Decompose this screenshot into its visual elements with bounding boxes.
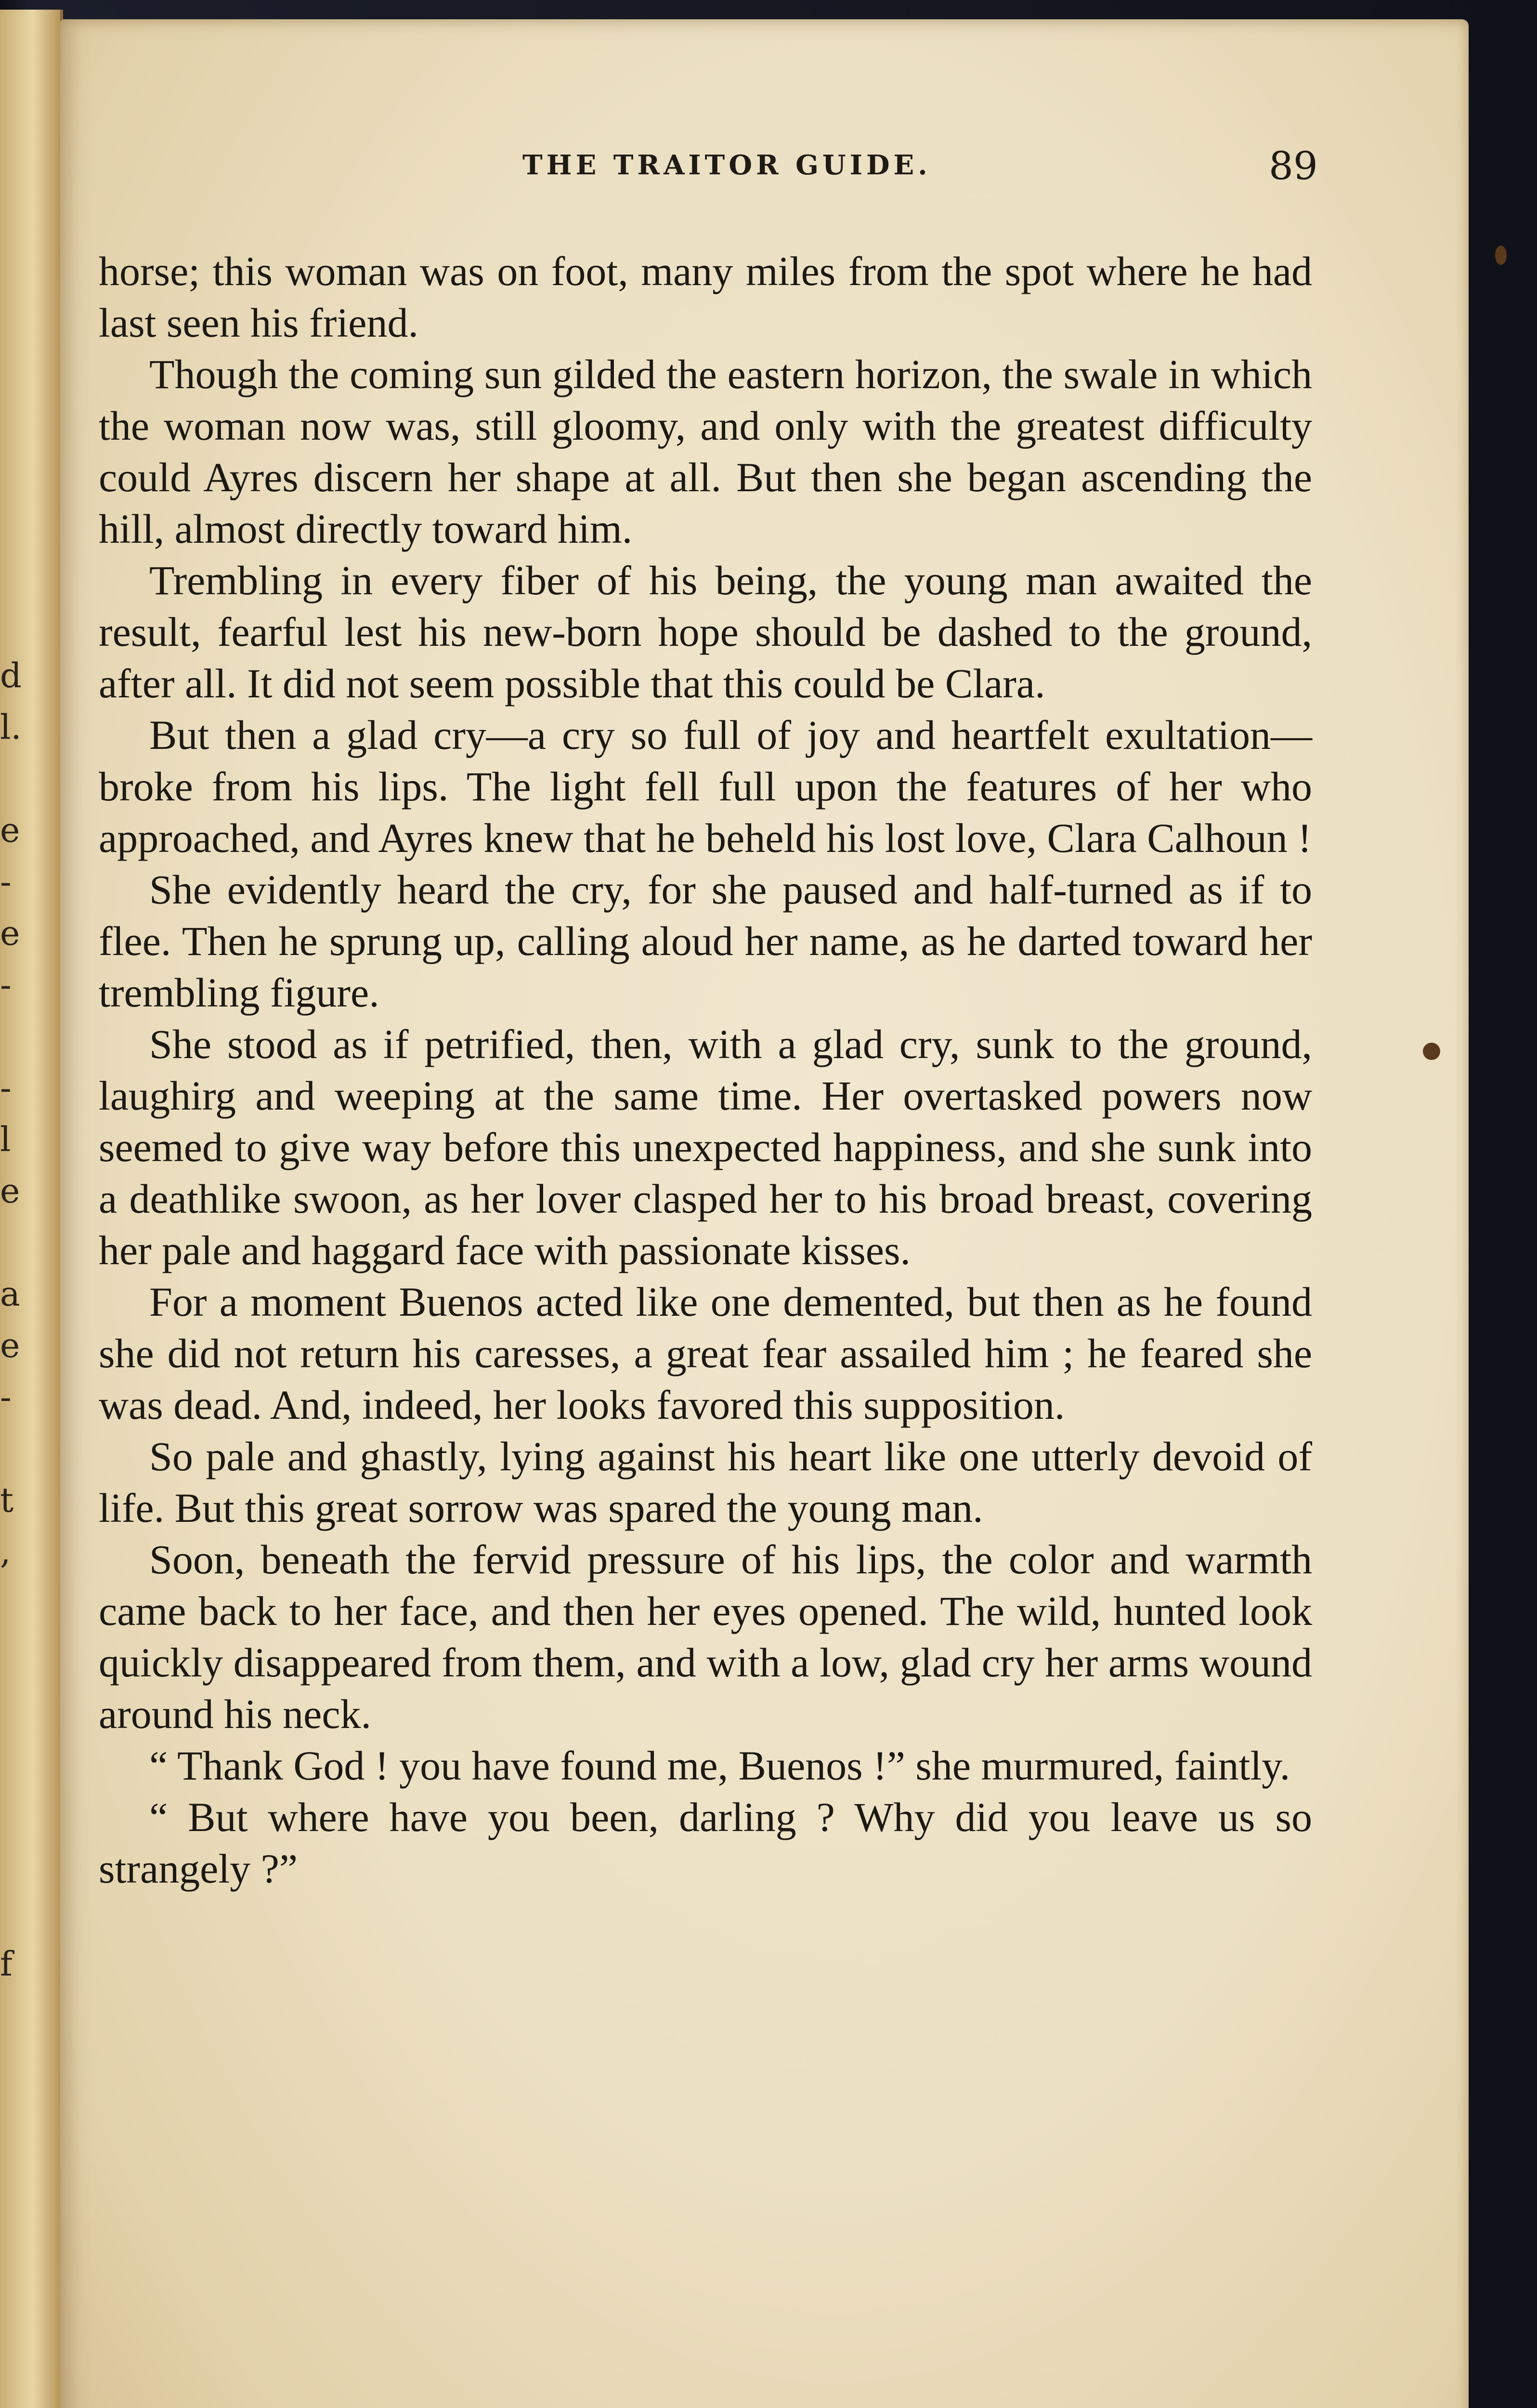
adjacent-page-edge (0, 10, 63, 2408)
adjacent-page-char: f (0, 1944, 13, 1984)
adjacent-page-char (0, 1011, 19, 1062)
paragraph: But then a glad cry—a cry so full of joy and heartfelt exultation—broke from his lips. The light fell full upon the features of her who approached, and Ayres knew that he beheld his lost love, Clara Calhoun ! (99, 712, 1312, 861)
adjacent-page-char: d (0, 656, 22, 695)
adjacent-page-char (0, 753, 19, 805)
paragraph: For a moment Buenos acted like one demented, but then as he found she did not return his caresses, a great fear assailed him ; he feared she was dead. And, indeed, her looks favored this supposition. (99, 1279, 1312, 1428)
adjacent-page-char: l (0, 1120, 11, 1159)
paragraph: She stood as if petrified, then, with a glad cry, sunk to the ground, laughirg and weeping at the same time. Her overtasked powers now seemed to give way before this unexpected happiness, and she sunk into a deathlike swoon, as her lover clasped her to his broad breast, covering her pale and haggard face with passionate kisses. (99, 1021, 1312, 1273)
paragraph: Though the coming sun gilded the eastern horizon, the swale in which the woman now was, still gloomy, and only with the greatest difficulty could Ayres discern her shape at all. But then she began ascending the hill, almost directly toward him. (99, 351, 1312, 552)
ink-spot (1423, 1043, 1440, 1060)
paragraph: So pale and ghastly, lying against his heart like one utterly devoid of life. But this great sorrow was spared the young man. (99, 1433, 1312, 1531)
paragraph: Trembling in every fiber of his being, the young man awaited the result, fearful lest his new-born hope should be dashed to the ground, after all. It did not seem possible that this could be Clara. (99, 557, 1312, 707)
adjacent-page-char (0, 1578, 19, 1629)
running-head: THE TRAITOR GUIDE. (522, 149, 931, 181)
adjacent-page-char (0, 1629, 19, 1681)
adjacent-page-char: - (0, 862, 12, 902)
adjacent-page-char: e (0, 1326, 20, 1365)
paragraph: “ Thank God ! you have found me, Buenos !” she murmured, faintly. (149, 1742, 1290, 1789)
adjacent-page-char (0, 1217, 19, 1269)
adjacent-page-char: - (0, 1377, 12, 1417)
adjacent-page-char: l. (0, 707, 22, 747)
paragraph: “ But where have you been, darling ? Why did you leave us so strangely ?” (99, 1794, 1312, 1892)
adjacent-page-char (0, 1732, 19, 1784)
adjacent-page-char: e (0, 1171, 20, 1211)
adjacent-page-char: - (0, 965, 12, 1005)
paragraph: Soon, beneath the fervid pressure of his lips, the color and warmth came back to her face, and then her eyes opened. The wild, hunted look quickly disappeared from them, and with a low, glad cry her arms wound around his neck. (99, 1536, 1312, 1737)
ink-spot (1495, 246, 1507, 265)
adjacent-page-char: - (0, 1068, 12, 1108)
adjacent-page-char (0, 1887, 19, 1938)
adjacent-page-char: e (0, 914, 20, 953)
adjacent-page-char (0, 1784, 19, 1835)
adjacent-page-char: , (0, 1532, 11, 1571)
adjacent-page-char (0, 1423, 19, 1475)
adjacent-page-char (0, 1681, 19, 1732)
page-number: 89 (1269, 144, 1318, 188)
adjacent-page-char: t (0, 1480, 14, 1520)
adjacent-page-char: a (0, 1274, 20, 1314)
adjacent-page-characters (0, 650, 22, 1990)
adjacent-page-char: e (0, 811, 20, 850)
paragraph: horse; this woman was on foot, many miles from the spot where he had last seen his friend. (99, 248, 1312, 346)
paragraph: She evidently heard the cry, for she paused and half-turned as if to flee. Then he sprung up, calling aloud her name, as he darted toward her trembling figure. (99, 866, 1312, 1016)
book-page (60, 19, 1469, 2408)
adjacent-page-char (0, 1835, 19, 1887)
body-text (99, 246, 1312, 1895)
